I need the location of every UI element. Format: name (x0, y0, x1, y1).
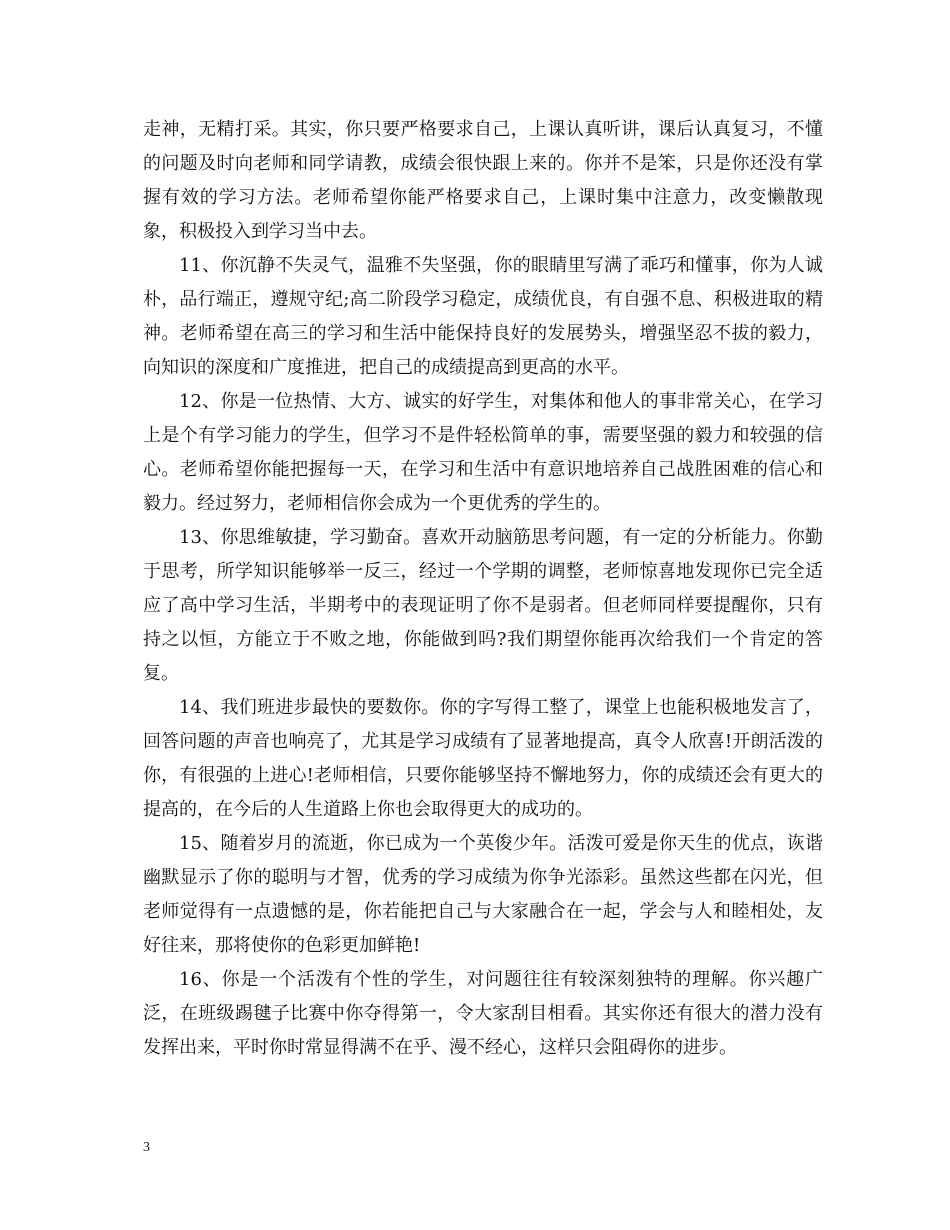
paragraph-comment-12: 12、你是一位热情、大方、诚实的好学生，对集体和他人的事非常关心，在学习上是个有学习能力的学生，但学习不是件轻松简单的事，需要坚强的毅力和较强的信心。老师希望你能把握每一天，在学习和生活中有意识地培养自己战胜困难的信心和毅力。经过努力，老师相信你会成为一个更优秀的学生的。 (143, 391, 823, 514)
paragraph-comment-11: 11、你沉静不失灵气，温雅不失坚强，你的眼睛里写满了乖巧和懂事，你为人诚朴，品行端正，遵规守纪;高二阶段学习稳定，成绩优良，有自强不息、积极进取的精神。老师希望在高三的学习和生活中能保持良好的发展势头，增强坚忍不拔的毅力，向知识的深度和广度推进，把自己的成绩提高到更高的水平。 (143, 255, 823, 378)
paragraph-comment-16: 16、你是一个活泼有个性的学生，对问题往往有较深刻独特的理解。你兴趣广泛，在班级踢毽子比赛中你夺得第一，令大家刮目相看。其实你还有很大的潜力没有发挥出来，平时你时常显得满不在乎、漫不经心，这样只会阻碍你的进步。 (143, 969, 823, 1058)
paragraph-comment-14: 14、我们班进步最快的要数你。你的字写得工整了，课堂上也能积极地发言了，回答问题的声音也响亮了，尤其是学习成绩有了显著地提高，真令人欣喜!开朗活泼的你，有很强的上进心!老师相信，只要你能够坚持不懈地努力，你的成绩还会有更大的提高的，在今后的人生道路上你也会取得更大的成功的。 (143, 697, 823, 820)
paragraph-comment-15: 15、随着岁月的流逝，你已成为一个英俊少年。活泼可爱是你天生的优点，诙谐幽默显示了你的聪明与才智，优秀的学习成绩为你争光添彩。虽然这些都在闪光，但老师觉得有一点遗憾的是，你若能把自己与大家融合在一起，学会与人和睦相处，友好往来，那将使你的色彩更加鲜艳! (143, 833, 823, 956)
document-body (143, 113, 823, 1065)
paragraph-continued: 走神，无精打采。其实，你只要严格要求自己，上课认真听讲，课后认真复习，不懂的问题及时向老师和同学请教，成绩会很快跟上来的。你并不是笨，只是你还没有掌握有效的学习方法。老师希望你能严格要求自己，上课时集中注意力，改变懒散现象，积极投入到学习当中去。 (143, 119, 823, 242)
page-number: 3 (143, 1140, 150, 1155)
paragraph-comment-13: 13、你思维敏捷，学习勤奋。喜欢开动脑筋思考问题，有一定的分析能力。你勤于思考，所学知识能够举一反三，经过一个学期的调整，老师惊喜地发现你已完全适应了高中学习生活，半期考中的表现证明了你不是弱者。但老师同样要提醒你，只有持之以恒，方能立于不败之地，你能做到吗?我们期望你能再次给我们一个肯定的答复。 (143, 527, 823, 684)
